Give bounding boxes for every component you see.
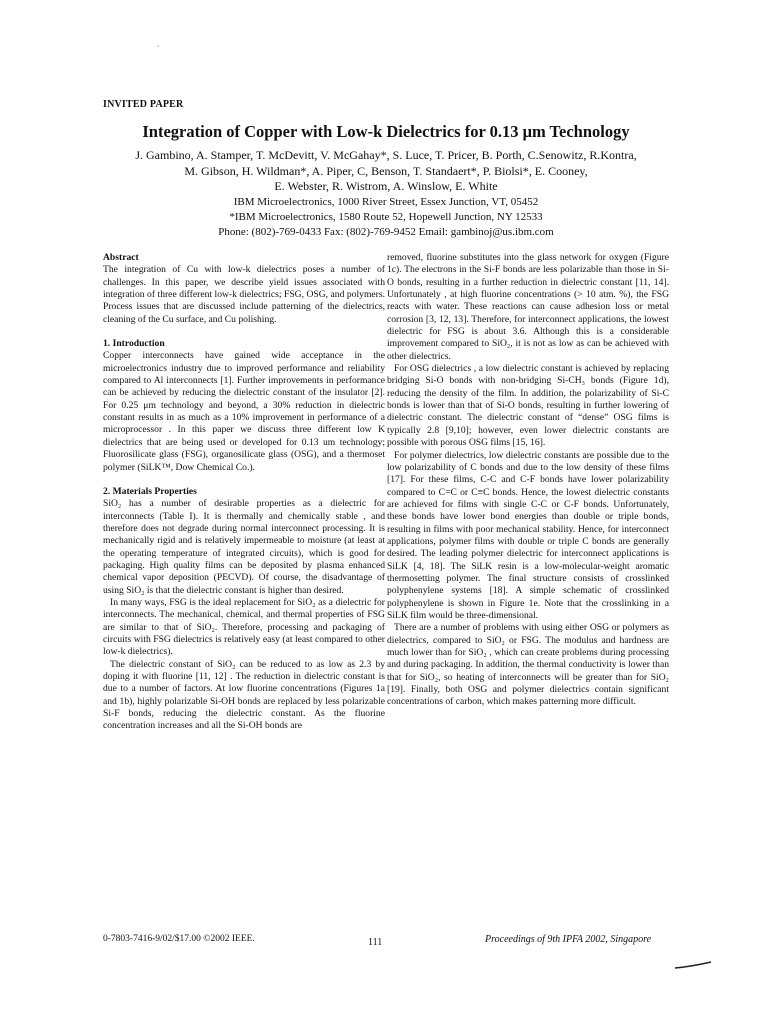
right-column [387, 252, 669, 709]
materials-paragraph-3: The dielectric constant of SiO₂ can be reduced to as low as 2.3 by doping it with fluorine [11, 12] . The reduction in dielectric constant is due to a number of factors. At low fluorine concentrations (Figures 1a and 1b), highly polarizable Si-OH bonds are replaced by less polarizable Si-F bonds, reducing the dielectric constant. As the fluorine concentration increases and all the Si-OH bonds are [103, 658, 385, 732]
abstract-heading: Abstract [103, 252, 139, 263]
scan-speck: ‧ [157, 42, 160, 51]
left-column [103, 252, 385, 733]
page-number: 111 [368, 937, 383, 948]
authors-line-2: M. Gibson, H. Wildman*, A. Piper, C, Benson, T. Standaert*, P. Biolsi*, E. Cooney, [184, 163, 588, 178]
abstract-text: The integration of Cu with low-k dielectrics poses a number of challenges. In this paper, we describe yield issues associated with integration of three different low-k dielectrics; FSG, OSG, and polymers. Process issues that are discussed include patterning of the dielectrics, cleaning of the Cu surface, and Cu polishing. [103, 264, 385, 325]
right-paragraph-4: There are a number of problems with using either OSG or polymers as dielectrics, compared to SiO₂ or FSG. The modulus and hardness are much lower than for SiO₂ , which can create problems during processing and during packaging. In addition, the thermal conductivity is lower than that for SiO₂, so heating of interconnects will be greater than for SiO₂ [19]. Finally, both OSG and polymer dielectrics contain significant concentrations of carbon, which makes patterning more difficult. [387, 622, 669, 708]
contact-line: Phone: (802)-769-0433 Fax: (802)-769-9452 Email: gambinoj@us.ibm.com [218, 225, 554, 238]
authors-line-1: J. Gambino, A. Stamper, T. McDevitt, V. McGahay*, S. Luce, T. Pricer, B. Porth, C.Senowitz, R.Kontra, [135, 148, 637, 162]
paper-title: Integration of Copper with Low-k Dielectrics for 0.13 μm Technology [142, 122, 630, 141]
copyright-line: 0-7803-7416-9/02/$17.00 ©2002 IEEE. [103, 934, 255, 944]
introduction-text: Copper interconnects have gained wide acceptance in the microelectronics industry due to improved performance and reliability compared to Al interconnects [1]. Further improvements in performance can be achieved by reducing the dielectric constant of the insulator [2]. For 0.25 μm technology and beyond, a 30% reduction in dielectric constant results in as much as a 10% improvement in performance of a microprocessor . In this paper we discuss three different low K dielectrics that are being used or developed for 0.13 um technology; Fluorosilicate glass (FSG), organosilicate glass (OSG), and a thermoset polymer (SiLK™, Dow Chemical Co.). [103, 350, 385, 473]
right-paragraph-3: For polymer dielectrics, low dielectric constants are possible due to the low polarizability of C bonds and due to the low density of these films [17]. For these films, C-C and C-F bonds have lower polarizability compared to C=C or C≡C bonds. Hence, the lowest dielectric constants are achieved for films with single C-C or C-F bonds. Unfortunately, these bonds have lower bond energies than double or triple bonds, resulting in films with poor mechanical stability. Hence, for interconnect applications, polymer films with double or triple C bonds are generally desired. The leading polymer dielectric for interconnect applications is SiLK [4, 18]. The SiLK resin is a low-molecular-weight aromatic thermosetting polymer. The final structure consists of crosslinked polyphenylene systems [18]. A simple schematic of crosslinked polyphenylene is shown in Figure 1e. Note that the crosslinking in a SiLK film would be three-dimensional. [387, 449, 669, 621]
materials-paragraph-1: SiO₂ has a number of desirable properties as a dielectric for interconnects (Table I). It is thermally and chemically stable , and therefore does not degrade during normal interconnect processing. It is mechanically rigid and is relatively impermeable to moisture (at least at the operating temperature of integrated circuits), which is good for packaging. High quality films can be deposited by plasma enhanced chemical vapor deposition (PECVD). Of course, the disadvantage of using SiO₂ is that the dielectric constant is higher than desired. [103, 498, 385, 596]
materials-paragraph-2: In many ways, FSG is the ideal replacement for SiO₂ as a dielectric for interconnects. The mechanical, chemical, and thermal properties of FSG are similar to that of SiO₂. Therefore, processing and packaging of circuits with FSG dielectrics is relatively easy (at least compared to other low-k dielectrics). [103, 596, 385, 658]
introduction-heading: 1. Introduction [103, 338, 165, 350]
proceedings-line: Proceedings of 9th IPFA 2002, Singapore [485, 934, 652, 945]
right-paragraph-1: removed, fluorine substitutes into the glass network for oxygen (Figure 1c). The electrons in the Si-F bonds are less polarizable than those in Si-O bonds, resulting in a further reduction in dielectric constant [11, 14]. Unfortunately , at high fluorine concentrations (> 10 atm. %), the FSG reacts with water. These reactions can cause adhesion loss or metal corrosion [3, 12, 13]. Therefore, for interconnect applications, the lowest dielectric for FSG is about 3.6. Although this is a considerable improvement compared to SiO₂, it is not as low as can be achieved with other dielectrics. [387, 252, 669, 362]
paper-header [88, 122, 684, 240]
paper-label: INVITED PAPER [103, 99, 184, 110]
authors-line-3: E. Webster, R. Wistrom, A. Winslow, E. White [274, 179, 498, 193]
materials-heading: 2. Materials Properties [103, 485, 197, 497]
right-paragraph-2: For OSG dielectrics , a low dielectric constant is achieved by replacing bridging Si-O bonds with non-bridging Si-CH₃ bonds (Figure 1d), reducing the density of the film. In addition, the polarizability of Si-C bonds is lower than that of Si-O bonds, resulting in further lowering of dielectric constant. The dielectric constant of “dense” OSG films is typically 2.8 [9,10]; however, even lower dielectric constants are possible with porous OSG films [15, 16]. [387, 363, 669, 449]
affiliation-1: IBM Microelectronics, 1000 River Street, Essex Junction, VT, 05452 [233, 195, 539, 208]
pen-mark [674, 960, 712, 970]
affiliation-2: *IBM Microelectronics, 1580 Route 52, Hopewell Junction, NY 12533 [229, 210, 543, 223]
